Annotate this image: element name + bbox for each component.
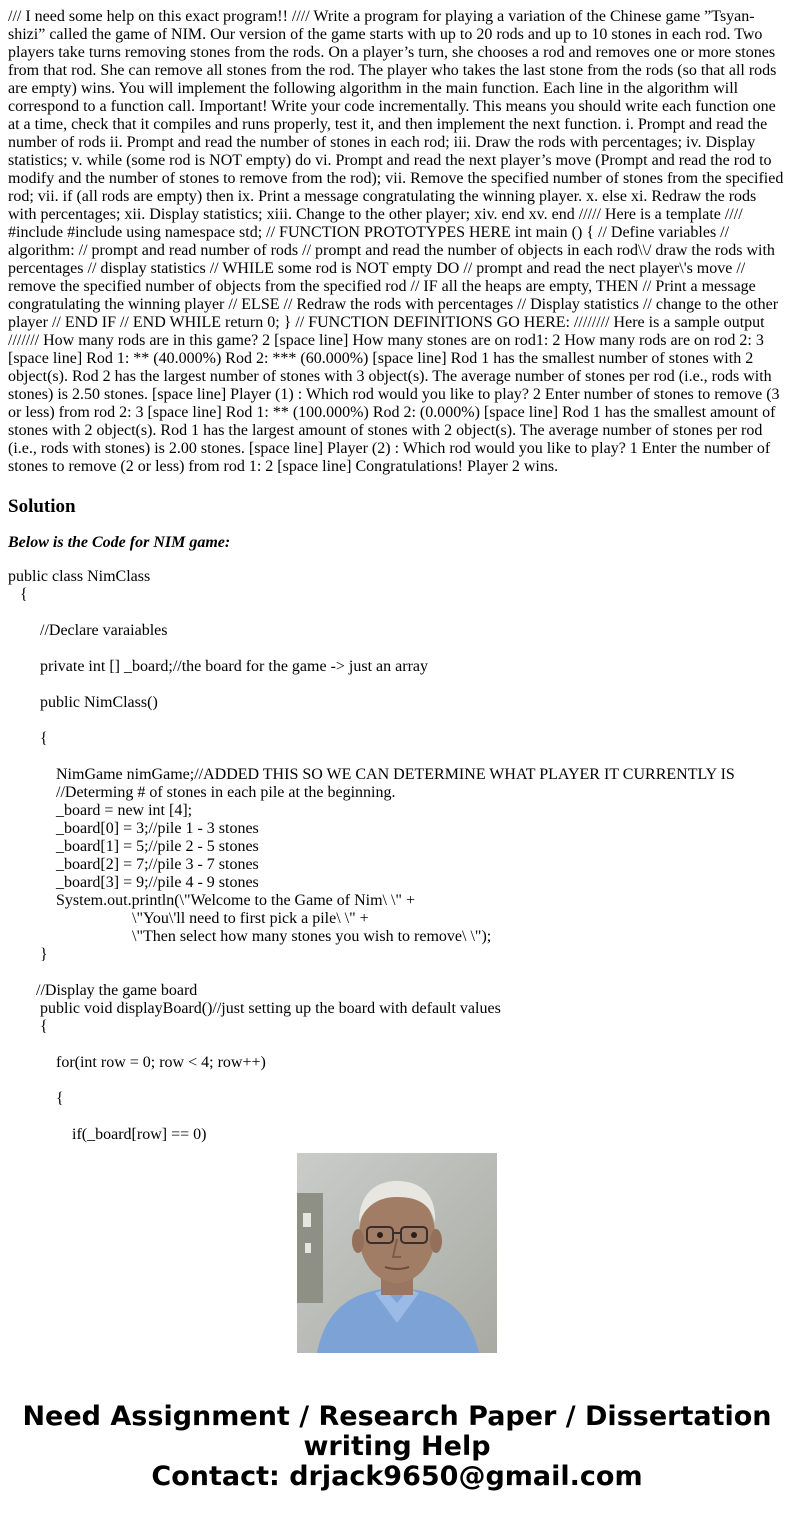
contact-banner	[0, 1402, 794, 1492]
code-line	[8, 964, 786, 982]
code-line: NimGame nimGame;//ADDED THIS SO WE CAN DETERMINE WHAT PLAYER IT CURRENTLY IS	[8, 766, 735, 783]
code-line: if(_board[row] == 0)	[8, 1126, 207, 1143]
code-line: }	[8, 946, 48, 963]
avatar-portrait	[297, 1153, 497, 1353]
code-line	[8, 1108, 786, 1126]
solution-heading: Solution	[8, 496, 76, 517]
cta-contact[interactable]: Contact: drjack9650@gmail.com	[151, 1461, 643, 1492]
code-line: _board[1] = 5;//pile 2 - 5 stones	[8, 838, 259, 855]
code-line: _board = new int [4];	[8, 802, 193, 819]
code-line: \"Then select how many stones you wish to remove\ \");	[8, 928, 492, 945]
code-line: public class NimClass	[8, 568, 151, 585]
code-line: private int [] _board;//the board for the game -> just an array	[8, 658, 428, 675]
cta-line-2: writing Help	[303, 1431, 491, 1462]
code-line: {	[8, 730, 48, 747]
cta-line-1: Need Assignment / Research Paper / Dissertation	[22, 1401, 772, 1432]
code-line	[8, 1036, 786, 1054]
code-line: _board[0] = 3;//pile 1 - 3 stones	[8, 820, 259, 837]
code-line	[8, 748, 786, 766]
code-line: //Display the game board	[8, 982, 198, 999]
code-line: for(int row = 0; row < 4; row++)	[8, 1054, 266, 1071]
code-line	[8, 1072, 786, 1090]
code-line: public NimClass()	[8, 694, 158, 711]
code-line	[8, 676, 786, 694]
code-line: //Determing # of stones in each pile at the beginning.	[8, 784, 396, 801]
code-block[interactable]	[8, 568, 786, 1143]
code-line	[8, 604, 786, 622]
code-line	[8, 712, 786, 730]
question-text: /// I need some help on this exact program!! //// Write a program for playing a variation of the Chinese game ”Tsyan-shizi” called the game of NIM. Our version of the game starts with up to 20 rods and up to 10 stones in each rod. Two players take turns removing stones from the rods. On a player’s turn, she chooses a rod and removes one or more stones from that rod. She can remove all stones from the rod. The player who takes the last stone from the rods (so that all rods are empty) wins. You will implement the following algorithm in the main function. Each line in the algorithm will correspond to a function call. Important! Write your code incrementally. This means you should write each function one at a time, check that it compiles and runs properly, test it, and then implement the next function. i. Prompt and read the number of rods ii. Prompt and read the number of stones in each rod; iii. Draw the rods with percentages; iv. Display statistics; v. while (some rod is NOT empty) do vi. Prompt and read the next player’s move (Prompt and read the rod to modify and the number of stones to remove from the rod); vii. Remove the specified number of stones from the specified rod; vii. if (all rods are empty) then ix. Print a message congratulating the winning player. x. else xi. Redraw the rods with percentages; xii. Display statistics; xiii. Change to the other player; xiv. end xv. end ///// Here is a template //// #include #include using namespace std; // FUNCTION PROTOTYPES HERE int main () { // Define variables // algorithm: // prompt and read number of rods // prompt and read the number of objects in each rod\\/ draw the rods with percentages // display statistics // WHILE some rod is NOT empty DO // prompt and read the nect player\'s move // remove the specified number of objects from the specified rod // IF all the heaps are empty, THEN // Print a message congratulating the winning player // ELSE // Redraw the rods with percentages // Display statistics // change to the other player // END IF // END WHILE return 0; } // FUNCTION DEFINITIONS GO HERE: //////// Here is a sample output /////// How many rods are in this game? 2 [space line] How many stones are on rod1: 2 How many rods are on rod 2: 3 [space line] Rod 1: ** (40.000%) Rod 2: *** (60.000%) [space line] Rod 1 has the smallest number of stones with 2 object(s). Rod 2 has the largest number of stones with 3 object(s). The average number of stones per rod (i.e., rods with stones) is 2.50 stones. [space line] Player (1) : Which rod would you like to play? 2 Enter number of stones to remove (3 or less) from rod 2: 3 [space line] Rod 1: ** (100.000%) Rod 2: (0.000%) [space line] Rod 1 has the smallest amount of stones with 2 object(s). Rod 1 has the largest amount of stones with 2 object(s). The average number of stones per rod (i.e., rods with stones) is 2.00 stones. [space line] Player (2) : Which rod would you like to play? 1 Enter the number of stones to remove (2 or less) from rod 1: 2 [space line] Congratulations! Player 2 wins.	[8, 8, 784, 475]
code-line: _board[2] = 7;//pile 3 - 7 stones	[8, 856, 259, 873]
code-line: System.out.println(\"Welcome to the Game of Nim\ \" +	[8, 892, 415, 909]
code-line: //Declare varaiables	[8, 622, 168, 639]
code-line: {	[8, 586, 28, 603]
solution-intro: Below is the Code for NIM game:	[8, 534, 231, 551]
code-line: \"You\'ll need to first pick a pile\ \" +	[8, 910, 369, 927]
code-line: public void displayBoard()//just setting up the board with default values	[8, 1000, 501, 1017]
code-line: {	[8, 1018, 48, 1035]
avatar	[297, 1153, 497, 1353]
code-line: {	[8, 1090, 64, 1107]
code-line	[8, 640, 786, 658]
code-line: _board[3] = 9;//pile 4 - 9 stones	[8, 874, 259, 891]
